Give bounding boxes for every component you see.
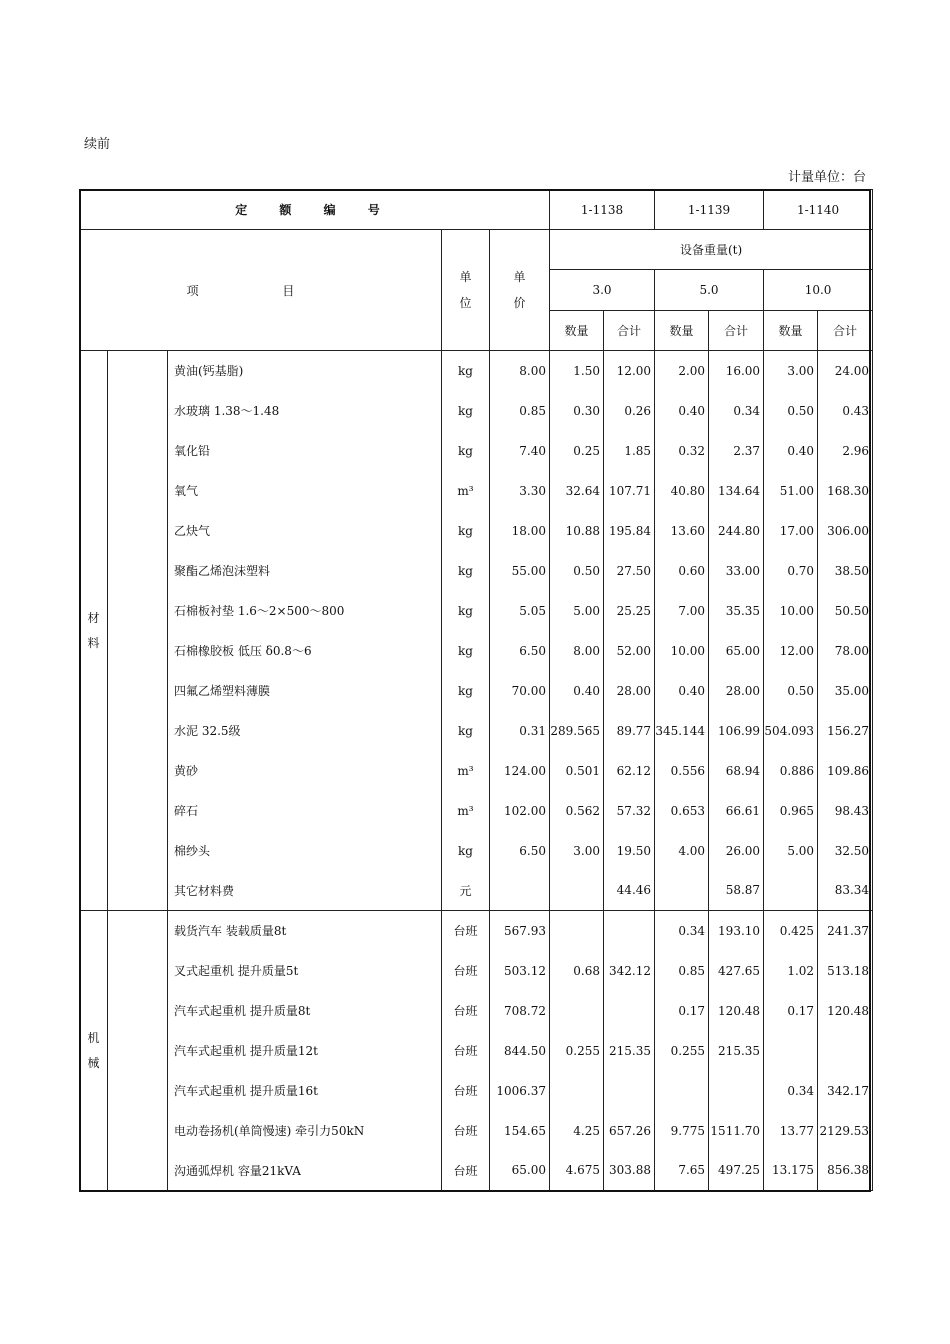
item-quantity: 1.02 — [764, 951, 818, 991]
table-row — [80, 791, 873, 831]
item-subtotal: 193.10 — [709, 911, 764, 951]
item-name: 四氟乙烯塑料薄膜 — [168, 671, 442, 711]
item-quantity: 0.255 — [550, 1031, 604, 1071]
item-subtotal — [604, 1071, 655, 1111]
item-subtotal: 19.50 — [604, 831, 655, 871]
item-quantity: 0.40 — [655, 671, 709, 711]
quota-table — [79, 189, 873, 1191]
item-quantity: 10.00 — [655, 631, 709, 671]
table-row — [80, 431, 873, 471]
qty-header: 数量 — [764, 311, 818, 351]
table-row — [80, 1111, 873, 1151]
item-subtotal: 215.35 — [604, 1031, 655, 1071]
table-row — [80, 671, 873, 711]
weight-value: 10.0 — [764, 270, 873, 311]
item-quantity: 0.17 — [764, 991, 818, 1031]
item-subtotal: 28.00 — [709, 671, 764, 711]
table-row — [80, 751, 873, 791]
item-subtotal: 65.00 — [709, 631, 764, 671]
item-name: 碎石 — [168, 791, 442, 831]
weight-value: 5.0 — [655, 270, 764, 311]
item-subtotal: 120.48 — [818, 991, 873, 1031]
item-unit: kg — [442, 591, 490, 631]
item-subtotal: 241.37 — [818, 911, 873, 951]
item-quantity: 0.556 — [655, 751, 709, 791]
item-price — [490, 871, 550, 911]
item-quantity: 8.00 — [550, 631, 604, 671]
item-subtotal: 303.88 — [604, 1151, 655, 1191]
item-price: 567.93 — [490, 911, 550, 951]
item-quantity: 12.00 — [764, 631, 818, 671]
table-row — [80, 551, 873, 591]
item-name: 石棉板衬垫 1.6～2×500～800 — [168, 591, 442, 631]
item-price: 708.72 — [490, 991, 550, 1031]
item-quantity: 0.255 — [655, 1031, 709, 1071]
item-price: 0.31 — [490, 711, 550, 751]
item-subtotal: 2.96 — [818, 431, 873, 471]
weight-value: 3.0 — [550, 270, 655, 311]
item-unit: 台班 — [442, 1151, 490, 1191]
item-subtotal: 195.84 — [604, 511, 655, 551]
item-subtotal: 0.34 — [709, 391, 764, 431]
item-subtotal: 44.46 — [604, 871, 655, 911]
table-row — [80, 511, 873, 551]
item-quantity: 13.60 — [655, 511, 709, 551]
item-price: 5.05 — [490, 591, 550, 631]
item-unit: m³ — [442, 471, 490, 511]
item-quantity — [550, 1071, 604, 1111]
item-unit: kg — [442, 831, 490, 871]
table-row — [80, 351, 873, 391]
qty-header: 数量 — [550, 311, 604, 351]
item-quantity — [550, 911, 604, 951]
item-subtotal: 25.25 — [604, 591, 655, 631]
subcategory-cell — [108, 911, 168, 1191]
item-subtotal: 38.50 — [818, 551, 873, 591]
item-quantity: 0.32 — [655, 431, 709, 471]
item-subtotal: 66.61 — [709, 791, 764, 831]
item-quantity: 0.40 — [550, 671, 604, 711]
item-quantity: 7.00 — [655, 591, 709, 631]
sum-header: 合计 — [604, 311, 655, 351]
item-subtotal: 27.50 — [604, 551, 655, 591]
item-price: 3.30 — [490, 471, 550, 511]
table-row — [80, 1071, 873, 1111]
item-quantity: 0.886 — [764, 751, 818, 791]
item-subtotal: 856.38 — [818, 1151, 873, 1191]
item-quantity: 13.77 — [764, 1111, 818, 1151]
item-quantity: 0.60 — [655, 551, 709, 591]
item-unit: kg — [442, 431, 490, 471]
item-quantity: 0.40 — [655, 391, 709, 431]
item-unit: kg — [442, 631, 490, 671]
item-unit: 台班 — [442, 1111, 490, 1151]
quota-code: 1-1138 — [550, 190, 655, 230]
item-quantity: 1.50 — [550, 351, 604, 391]
price-col-header: 单 价 — [490, 230, 550, 351]
item-unit: 元 — [442, 871, 490, 911]
item-quantity: 40.80 — [655, 471, 709, 511]
item-unit: kg — [442, 551, 490, 591]
item-quantity: 5.00 — [550, 591, 604, 631]
item-name: 乙炔气 — [168, 511, 442, 551]
item-quantity: 10.88 — [550, 511, 604, 551]
item-quantity: 10.00 — [764, 591, 818, 631]
item-name: 电动卷扬机(单筒慢速) 牵引力50kN — [168, 1111, 442, 1151]
table-row — [80, 631, 873, 671]
item-quantity: 0.50 — [764, 671, 818, 711]
item-subtotal: 1511.70 — [709, 1111, 764, 1151]
item-quantity: 0.50 — [764, 391, 818, 431]
item-unit: 台班 — [442, 1071, 490, 1111]
item-quantity: 3.00 — [764, 351, 818, 391]
item-price: 7.40 — [490, 431, 550, 471]
item-subtotal: 83.34 — [818, 871, 873, 911]
item-subtotal: 156.27 — [818, 711, 873, 751]
item-subtotal: 342.12 — [604, 951, 655, 991]
item-price: 124.00 — [490, 751, 550, 791]
item-unit: kg — [442, 391, 490, 431]
item-quantity: 0.653 — [655, 791, 709, 831]
materials-group — [80, 351, 873, 911]
category-label: 材 料 — [80, 351, 108, 911]
table-row — [80, 1151, 873, 1191]
item-subtotal: 89.77 — [604, 711, 655, 751]
item-price: 55.00 — [490, 551, 550, 591]
item-subtotal: 168.30 — [818, 471, 873, 511]
item-quantity: 32.64 — [550, 471, 604, 511]
item-subtotal: 98.43 — [818, 791, 873, 831]
item-subtotal: 1.85 — [604, 431, 655, 471]
item-quantity: 345.144 — [655, 711, 709, 751]
item-unit: 台班 — [442, 911, 490, 951]
item-subtotal: 33.00 — [709, 551, 764, 591]
item-name: 聚酯乙烯泡沫塑料 — [168, 551, 442, 591]
item-subtotal — [604, 991, 655, 1031]
item-unit: kg — [442, 671, 490, 711]
item-quantity: 0.425 — [764, 911, 818, 951]
item-price: 65.00 — [490, 1151, 550, 1191]
item-price: 8.00 — [490, 351, 550, 391]
item-name: 叉式起重机 提升质量5t — [168, 951, 442, 991]
sum-header: 合计 — [709, 311, 764, 351]
item-unit: 台班 — [442, 1031, 490, 1071]
item-quantity: 0.85 — [655, 951, 709, 991]
table-row — [80, 951, 873, 991]
item-subtotal: 58.87 — [709, 871, 764, 911]
item-subtotal: 78.00 — [818, 631, 873, 671]
item-price: 154.65 — [490, 1111, 550, 1151]
item-quantity: 0.17 — [655, 991, 709, 1031]
item-quantity: 17.00 — [764, 511, 818, 551]
category-label: 机 械 — [80, 911, 108, 1191]
item-price: 70.00 — [490, 671, 550, 711]
item-subtotal: 657.26 — [604, 1111, 655, 1151]
table-row — [80, 391, 873, 431]
item-subtotal: 57.32 — [604, 791, 655, 831]
item-subtotal: 35.35 — [709, 591, 764, 631]
item-quantity: 5.00 — [764, 831, 818, 871]
item-subtotal: 35.00 — [818, 671, 873, 711]
item-name: 水玻璃 1.38～1.48 — [168, 391, 442, 431]
item-subtotal: 16.00 — [709, 351, 764, 391]
item-quantity: 504.093 — [764, 711, 818, 751]
item-subtotal: 68.94 — [709, 751, 764, 791]
item-unit: 台班 — [442, 951, 490, 991]
item-subtotal: 12.00 — [604, 351, 655, 391]
item-quantity: 0.25 — [550, 431, 604, 471]
unit-col-header: 单 位 — [442, 230, 490, 351]
item-quantity: 0.34 — [655, 911, 709, 951]
item-subtotal: 106.99 — [709, 711, 764, 751]
item-name: 其它材料费 — [168, 871, 442, 911]
quota-code: 1-1140 — [764, 190, 873, 230]
item-quantity: 7.65 — [655, 1151, 709, 1191]
item-subtotal: 342.17 — [818, 1071, 873, 1111]
item-name: 棉纱头 — [168, 831, 442, 871]
item-name: 汽车式起重机 提升质量12t — [168, 1031, 442, 1071]
item-quantity — [655, 871, 709, 911]
table-row — [80, 871, 873, 911]
item-unit: 台班 — [442, 991, 490, 1031]
item-subtotal: 244.80 — [709, 511, 764, 551]
item-subtotal: 427.65 — [709, 951, 764, 991]
item-subtotal — [709, 1071, 764, 1111]
item-subtotal: 109.86 — [818, 751, 873, 791]
item-price: 6.50 — [490, 631, 550, 671]
item-quantity — [550, 871, 604, 911]
item-name: 载货汽车 装载质量8t — [168, 911, 442, 951]
table-row — [80, 991, 873, 1031]
item-quantity: 0.562 — [550, 791, 604, 831]
quota-code: 1-1139 — [655, 190, 764, 230]
item-quantity: 0.965 — [764, 791, 818, 831]
item-quantity: 0.30 — [550, 391, 604, 431]
item-price: 503.12 — [490, 951, 550, 991]
weight-label: 设备重量(t) — [550, 230, 873, 270]
quota-no-label: 定 额 编 号 — [80, 190, 550, 230]
item-unit: kg — [442, 711, 490, 751]
item-unit: m³ — [442, 791, 490, 831]
item-quantity: 4.00 — [655, 831, 709, 871]
item-subtotal — [818, 1031, 873, 1071]
item-subtotal: 107.71 — [604, 471, 655, 511]
item-name: 汽车式起重机 提升质量16t — [168, 1071, 442, 1111]
item-subtotal — [604, 911, 655, 951]
item-quantity — [550, 991, 604, 1031]
item-name: 沟通弧焊机 容量21kVA — [168, 1151, 442, 1191]
item-unit: kg — [442, 511, 490, 551]
item-quantity: 0.501 — [550, 751, 604, 791]
item-price: 1006.37 — [490, 1071, 550, 1111]
item-subtotal: 513.18 — [818, 951, 873, 991]
qty-header: 数量 — [655, 311, 709, 351]
item-price: 844.50 — [490, 1031, 550, 1071]
item-subtotal: 62.12 — [604, 751, 655, 791]
item-quantity: 2.00 — [655, 351, 709, 391]
subcategory-cell — [108, 351, 168, 911]
unit-label: 计量单位：台 — [787, 170, 866, 185]
item-quantity: 13.175 — [764, 1151, 818, 1191]
item-subtotal: 120.48 — [709, 991, 764, 1031]
item-quantity: 3.00 — [550, 831, 604, 871]
item-quantity — [655, 1071, 709, 1111]
item-subtotal: 2.37 — [709, 431, 764, 471]
item-price: 0.85 — [490, 391, 550, 431]
item-quantity — [764, 1031, 818, 1071]
item-subtotal: 50.50 — [818, 591, 873, 631]
item-subtotal: 0.43 — [818, 391, 873, 431]
item-subtotal: 28.00 — [604, 671, 655, 711]
item-name: 石棉橡胶板 低压 δ0.8～6 — [168, 631, 442, 671]
item-quantity: 9.775 — [655, 1111, 709, 1151]
item-name: 黄砂 — [168, 751, 442, 791]
item-subtotal: 52.00 — [604, 631, 655, 671]
item-quantity: 4.675 — [550, 1151, 604, 1191]
item-subtotal: 24.00 — [818, 351, 873, 391]
item-name: 汽车式起重机 提升质量8t — [168, 991, 442, 1031]
item-price: 18.00 — [490, 511, 550, 551]
item-name: 黄油(钙基脂) — [168, 351, 442, 391]
table-row — [80, 591, 873, 631]
item-quantity — [764, 871, 818, 911]
item-unit: m³ — [442, 751, 490, 791]
item-quantity: 51.00 — [764, 471, 818, 511]
machinery-group — [80, 911, 873, 1191]
item-quantity: 0.68 — [550, 951, 604, 991]
item-quantity: 0.70 — [764, 551, 818, 591]
continued-label: 续前 — [84, 137, 111, 152]
item-subtotal: 32.50 — [818, 831, 873, 871]
item-name: 水泥 32.5级 — [168, 711, 442, 751]
item-subtotal: 134.64 — [709, 471, 764, 511]
item-subtotal: 0.26 — [604, 391, 655, 431]
item-quantity: 0.50 — [550, 551, 604, 591]
item-quantity: 4.25 — [550, 1111, 604, 1151]
item-subtotal: 2129.53 — [818, 1111, 873, 1151]
item-price: 6.50 — [490, 831, 550, 871]
table-row — [80, 711, 873, 751]
item-subtotal: 26.00 — [709, 831, 764, 871]
sum-header: 合计 — [818, 311, 873, 351]
item-name: 氧化铅 — [168, 431, 442, 471]
item-quantity: 0.34 — [764, 1071, 818, 1111]
item-subtotal: 215.35 — [709, 1031, 764, 1071]
item-quantity: 0.40 — [764, 431, 818, 471]
item-name: 氧气 — [168, 471, 442, 511]
item-label: 项 目 — [80, 230, 442, 351]
item-unit: kg — [442, 351, 490, 391]
table-row — [80, 831, 873, 871]
item-subtotal: 497.25 — [709, 1151, 764, 1191]
item-quantity: 289.565 — [550, 711, 604, 751]
table-row — [80, 1031, 873, 1071]
table-row — [80, 471, 873, 511]
item-price: 102.00 — [490, 791, 550, 831]
table-row — [80, 911, 873, 951]
item-subtotal: 306.00 — [818, 511, 873, 551]
